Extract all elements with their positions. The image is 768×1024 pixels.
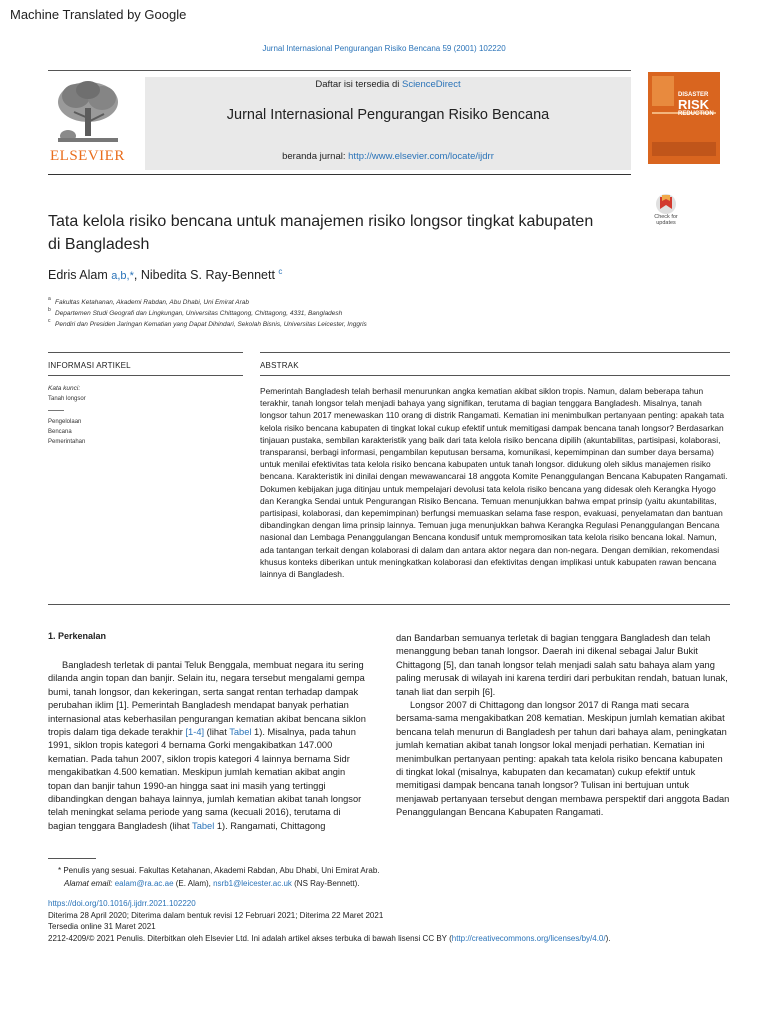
- info-top-rule: [48, 352, 243, 353]
- affiliation-item: c Pendiri dan Presiden Jaringan Kematian yang Dapat Dihindari, Sekolah Bisnis, Universitas Leicester, Inggris: [48, 318, 367, 328]
- journal-title: Jurnal Internasional Pengurangan Risiko Bencana: [226, 107, 550, 123]
- author-name: Edris Alam: [48, 268, 108, 283]
- online-date: Tersedia online 31 Maret 2021: [48, 922, 156, 931]
- elsevier-wordmark: ELSEVIER: [50, 148, 125, 164]
- license-link[interactable]: http://creativecommons.org/licenses/by/4.0/: [451, 934, 606, 943]
- table-link[interactable]: Tabel: [192, 820, 215, 831]
- intro-paragraph: dan Bandarban semuanya terletak di bagian tenggara Bangladesh dan telah menanggung beban tanah longsor. Daerah ini dikenal sebagai Jalur Bukit Chittagong [5], dan tanah longsor telah menjadi salah satu bahaya alam yang paling merusak di wilayah ini karena terdiri dari perbukitan rendah, batuan lunak, tanah liat dan serpih [6].: [396, 633, 728, 697]
- doi-link[interactable]: https://doi.org/10.1016/j.ijdrr.2021.102220: [48, 899, 196, 908]
- keyword-item: Tanah longsor: [48, 396, 86, 402]
- intro-left-column: [48, 659, 366, 833]
- journal-header-box: [145, 77, 631, 170]
- header-bottom-rule: [48, 174, 631, 175]
- intro-paragraph: Longsor 2007 di Chittagong dan longsor 2017 di Ranga mati secara bersama-sama mengakibatkan 208 kematian. Meskipun jumlah kematian akibat bencana telah menurun di Bangladesh per tahun dari bahaya alam, peningkatan jumlah kematian akibat tanah longsor lokal menjadi perhatian. Kematian ini menimbulkan pertanyaan penting: apakah tata kelola risiko bencana kabupaten di tingkat lokal (misalnya, kabupaten dan kecamatan) cukup efektif untuk memitigasi dampak bencana tanah longsor? Tulisan ini bertujuan untuk menjawab pertanyaan tersebut dengan membawa perspektif dari anggota Badan Penanggulangan Bencana Kabupaten Rangamati.: [396, 700, 730, 818]
- received-dates: Diterima 28 April 2020; Diterima dalam bentuk revisi 12 Februari 2021; Diterima 22 Maret 2021: [48, 911, 384, 920]
- table-link[interactable]: Tabel: [229, 727, 252, 738]
- keyword-item: Pengelolaan: [48, 419, 82, 425]
- homepage-link[interactable]: http://www.elsevier.com/locate/ijdrr: [348, 151, 494, 162]
- affiliation-item: b Departemen Studi Geografi dan Lingkungan, Universitas Chittagong, Chittagong, 4331, Bangladesh: [48, 307, 343, 317]
- check-for-updates-badge[interactable]: [648, 193, 684, 233]
- check-for-updates-label: Check for updates: [654, 214, 678, 227]
- info-heading-rule: [48, 375, 243, 376]
- header-top-rule: [48, 70, 631, 71]
- corresponding-author-note: * Penulis yang sesuai. Fakultas Ketahanan, Akademi Rabdan, Abu Dhabi, Uni Emirat Arab.: [58, 866, 380, 875]
- abstract-heading-rule: [260, 375, 730, 376]
- keyword-item: Bencana: [48, 429, 72, 435]
- cover-title: DISASTER RISK REDUCTION: [678, 92, 714, 117]
- abstract-heading: ABSTRAK: [260, 361, 299, 370]
- citation-link[interactable]: [1-4]: [185, 727, 205, 738]
- affiliation-item: a Fakultas Ketahanan, Akademi Rabdan, Abu Dhabi, Uni Emirat Arab: [48, 296, 250, 306]
- intro-right-column: [396, 632, 730, 820]
- abstract-top-rule: [260, 352, 730, 353]
- journal-reference-link[interactable]: Jurnal Internasional Pengurangan Risiko Bencana 59 (2001) 102220: [262, 44, 506, 53]
- homepage-prefix: beranda jurnal:: [282, 151, 346, 162]
- contents-line: [145, 79, 631, 90]
- section-heading-introduction: 1. Perkenalan: [48, 631, 107, 641]
- contents-prefix: Daftar isi tersedia di: [315, 79, 400, 90]
- email-link[interactable]: ealam@ra.ac.ae: [114, 879, 174, 888]
- sciencedirect-link[interactable]: ScienceDirect: [401, 79, 461, 90]
- abstract-text: Pemerintah Bangladesh telah berhasil menurunkan angka kematian akibat siklon tropis. Namun, dalam beberapa tahun terakhir, tanah longsor telah menjadi bahaya yang signifikan, terutama di bagian tenggara Bangladesh. Misalnya, tanah longsor tahun 2017 menewaskan 110 orang di distrik Rangamati. Kematian ini menimbulkan pertanyaan penting: apakah tata kelola risiko bencana kabupaten di tingkat lokal cukup efektif untuk memitigasi dampak bencana tanah longsor? Berdasarkan tinjauan pustaka, sembilan karakteristik yang baik dari tata kelola risiko bencana dipilih (akuntabilitas, partisipasi, kolaborasi, transparansi, berbagi informasi, pengambilan keputusan bersama, komunikasi, kepemimpinan dan sumber daya bersama) untuk menilai efektivitas tata kelola risiko bencana kabupaten untuk tanah longsor. didukung oleh siklus manajemen risiko bencana. Karakteristik ini dinilai dengan mewawancarai 18 anggota Komite Penanggulangan Bencana Kabupaten Rangamati. Dokumen kebijakan juga ditinjau untuk mempelajari devolusi tata kelola risiko bencana yang didesak oleh Kerangka Hyogo dan Kerangka Sendai untuk Pengurangan Risiko Bencana. Temuan menunjukkan bahwa empat prinsip (yaitu akuntabilitas, partisipasi, kolaborasi, dan kepemimpinan) berfungsi memuaskan selama fase respon, evakuasi, penyelamatan dan bantuan dibandingkan dengan lima prinsip lainnya. Temuan juga menunjukkan bahwa Kerangka Regulasi Penanggulangan Bencana nasional dan Lembaga Penanggulangan Bencana kondusif untuk mempromosikan tata kelola risiko bencana lokal. Namun, ada tantangan terkait dengan kolaborasi di dalam dan antara aktor negara dan non-negara. Dengan demikian, rekomendasi khusus konteks diberikan untuk meningkatkan kolaborasi dan efektivitas dengan implikasi untuk kabupaten rawan bencana lainnya di Bangladesh.: [260, 386, 728, 580]
- email-line: Alamat email: ealam@ra.ac.ae (E. Alam), nsrb1@leicester.ac.uk (NS Ray-Bennett).: [64, 879, 360, 888]
- keywords-label: Kata kunci:: [48, 385, 81, 392]
- author-list: Edris Alam a,b,*, Nibedita S. Ray-Bennett $^c$: [48, 267, 283, 283]
- author-affiliation-link[interactable]: c: [278, 267, 283, 276]
- homepage-line: [145, 151, 631, 162]
- keywords-separator: [48, 410, 64, 411]
- paper-title: Tata kelola risiko bencana untuk manajemen risiko longsor tingkat kabupaten di Bangladesh: [48, 213, 594, 253]
- abstract-bottom-rule: [48, 604, 730, 605]
- article-info-heading: INFORMASI ARTIKEL: [48, 361, 131, 370]
- author-affiliation-link[interactable]: a,b,*: [111, 270, 134, 283]
- keyword-item: Pemerintahan: [48, 439, 86, 445]
- intro-paragraph: Bangladesh terletak di pantai Teluk Benggala, membuat negara itu sering dilanda angin topan dan banjir. Selain itu, negara tersebut mengalami gempa bumi, tanah longsor, dan kekeringan, serta sangat rentan terhadap dampak perubahan iklim [1]. Pemerintah Bangladesh mendapat banyak perhatian internasional atas keberhasilan pengurangan kematian akibat bencana siklon tropis dalam tiga dekade terakhir [1-4] (lihat Tabel 1). Misalnya, pada tahun 1991, siklon tropis kategori 4 bernama Gorki mengakibatkan 147.000 kematian. Pada tahun 2007, siklon tropis kategori 4 lainnya bernama Sidr mengakibatkan 4.500 kematian. Meskipun jumlah kematian akibat angin topan dan banjir tahun 1990-an hingga saat ini masih yang tertinggi dibandingkan dengan bahaya lainnya, jumlah kematian akibat tanah longsor telah meningkat selama periode yang sama (kecuali 2016), terutama di bagian tenggara Bangladesh (lihat Tabel 1). Rangamati, Chittagong: [48, 660, 366, 831]
- footnote-rule: [48, 858, 96, 859]
- license-line: 2212-4209/© 2021 Penulis. Diterbitkan oleh Elsevier Ltd. Ini adalah artikel akses terbuka di bawah lisensi CC BY (http://creativecommons.org/licenses/by/4.0/).: [48, 934, 611, 943]
- email-link[interactable]: nsrb1@leicester.ac.uk: [213, 879, 292, 888]
- machine-translated-banner: Machine Translated by Google: [10, 7, 187, 22]
- author-name: Nibedita S. Ray-Bennett: [140, 268, 275, 283]
- journal-cover-image: [648, 72, 720, 164]
